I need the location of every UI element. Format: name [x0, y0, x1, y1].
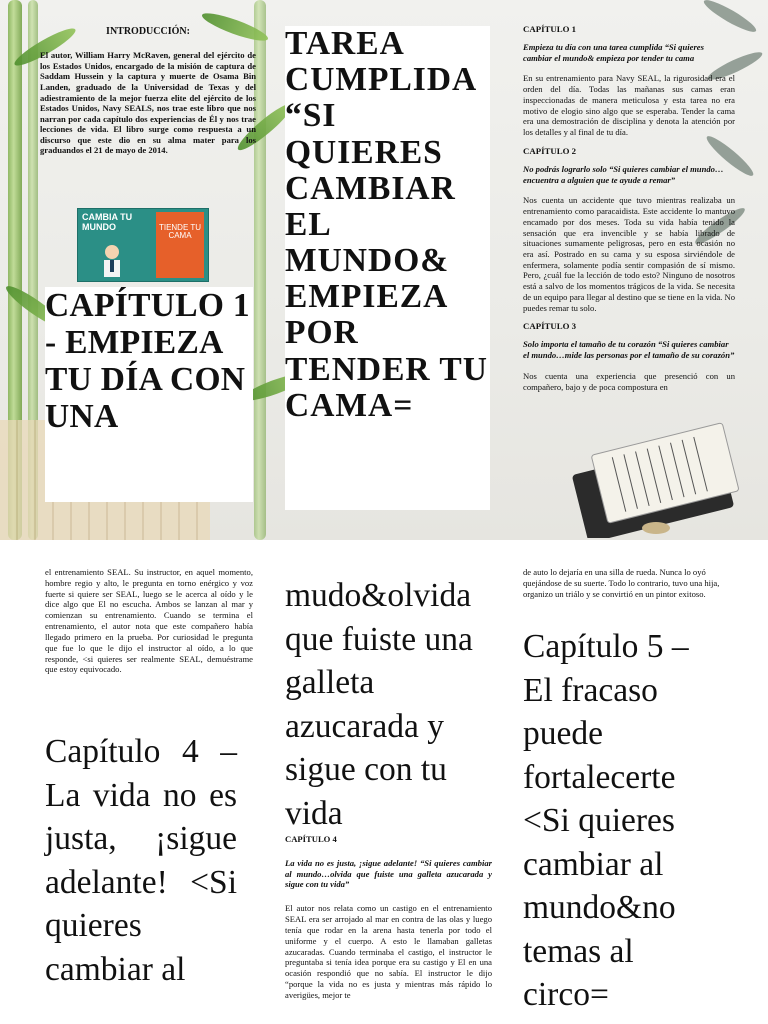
chapter-body: El autor nos relata como un castigo en el entrenamiento SEAL era ser arrojado al mar en contra de las olas y luego tenía que rodar en la arena hasta tenerla por todo el uniforme y el cuerpo. A esto le llamaban galletas azucaradas. Cuando terminaba el castigo, el instructor le preguntaba si tenía idea porque era su castigo y El en una ocasión respondió que no sabía. El instructor le dijo “porque la vida no es justa y mientras más rápido lo averigües, mejor te: [285, 903, 492, 1000]
chapter-summary: [523, 146, 735, 314]
chapters-summary-column: [523, 24, 735, 400]
chapter-heading: CAPÍTULO 1: [523, 24, 577, 34]
chapter-heading: CAPÍTULO 2: [523, 145, 577, 156]
introduction-section: [40, 26, 256, 156]
chapter-summary: [523, 24, 735, 138]
chapter-subtitle: Solo importa el tamaño de tu corazón “Si quieres cambiar el mundo…mide las personas por el tamaño de su corazón”: [523, 339, 735, 361]
introduction-body: El autor, William Harry McRaven, general del ejército de los Estados Unidos, encargado de la misión de captura de Saddam Hussein y la captura y muerte de Osama Bin Landen, graduado de la Universidad de Texas y del adiestramiento de la mejor fuerza elite del ejército de los Estados Unidos, Navy SEALS, nos trae este libro que nos narran por cada capítulo dos experiencias de Él y nos trae lecciones de vida. El libro surge como respuesta a un discurso que este dio en su alma mater para los graduandos el 21 de mayo de 2014.: [40, 50, 256, 156]
scroll-book-illustration-icon: [568, 416, 746, 538]
chapter-heading: CAPÍTULO 3: [523, 321, 577, 332]
book-cover-left-title: CAMBIA TU MUNDO: [82, 212, 133, 232]
chapter-1-big-title-continued: TAREA CUMPLIDA “SI QUIERES CAMBIAR EL MUNDO& EMPIEZA POR TENDER TU CAMA=: [285, 26, 490, 510]
chapter-1-big-title: CAPÍTULO 1 - EMPIEZA TU DÍA CON UNA: [45, 287, 253, 502]
chapter-5-big-title: Capítulo 5 – El fracaso puede fortalecerte <Si quieres cambiar al mundo&no temas al circo=: [523, 628, 689, 1014]
column-1-text: el entrenamiento SEAL. Su instructor, en aquel momento, hombre regio y alto, le pregunta en torno enérgico y voz fuerte si quiere ser SEAL, luego se le acerca al oído y le dice algo que El no escucha. Ambos se lanzan al mar y comienzan su entrenamiento. Cuando se termina el entrenamiento, el autor nota que este compañero había llegado primero en la prueba. Por curiosidad le pregunta que fue lo que le dijo el instructor al oído, a lo que responde, <si quieres ser realmente SEAL, demuéstrame que estoy equivocado.: [45, 567, 253, 675]
chapter-subtitle: La vida no es justa, ¡sigue adelante! “Si quieres cambiar al mundo…olvida que fuiste una galleta azucarada y sigue con tu vida”: [285, 857, 492, 890]
chapter-4-big-title-continued: mudo&olvida que fuiste una galleta azucarada y sigue con tu vida: [285, 577, 473, 832]
chapter-body: Nos cuenta una experiencia que presenció con un compañero, bajo y de poca compostura en: [523, 370, 735, 392]
chapter-4-summary: [285, 834, 492, 1001]
chapter-subtitle: Empieza tu día con una tarea cumplida “Si quieres cambiar el mundo& empieza por tender tu cama: [523, 41, 704, 63]
chapter-body: En su entrenamiento para Navy SEAL, la rigurosidad era el orden del día. Todas las mañanas sus camas eran inspeccionadas de manera meticulosa y esta tarea no era motivo de elogio sino algo que se esperaba. Tender la cama era una demostración de disciplina y denota la atención por los detalles y al final de tu día.: [523, 73, 735, 138]
chapter-summary: [523, 321, 735, 392]
chapter-subtitle: No podrás lograrlo solo “Si quieres cambiar el mundo…encuentra a alguien que te ayude a remar”: [523, 163, 724, 185]
book-cover-image: [77, 208, 209, 282]
introduction-title: INTRODUCCIÓN:: [106, 26, 190, 37]
column-3-text: de auto lo dejaría en una silla de rueda. Nunca lo oyó quejándose de su suerte. Todo lo contrario, tuvo una hija, organizo un triálo y se convirtió en un pintor exitoso.: [523, 567, 720, 599]
chapter-4-big-title: Capítulo 4 – La vida no es justa, ¡sigue adelante! <Si quieres cambiar al: [45, 733, 237, 988]
chapter-heading: CAPÍTULO 4: [285, 834, 337, 844]
chapter-body: Nos cuenta un accidente que tuvo mientras realizaba un entrenamiento como paracaidista. Este accidente lo mantuvo encamado por dos meses. Toda su vida había tenido la sensación que era invencible y se había librado de situaciones sumamente peligrosas, pero en esta ocasión no era así. Postrado en su cama y su esposa sirviéndole de enfermera, solamente podía sentir compasión de sí mismo. Pero, ¿cuál fue la lección de todo esto? Ninguno de nosotros está a salvo de los momentos trágicos de la vida. Se necesita de un equipo para llegar al destino que se tiene en la vida. No puedes remar tu solo.: [523, 195, 735, 313]
person-illustration-icon: [98, 243, 126, 277]
book-cover-right-title: TIENDE TU CAMA: [156, 212, 204, 278]
